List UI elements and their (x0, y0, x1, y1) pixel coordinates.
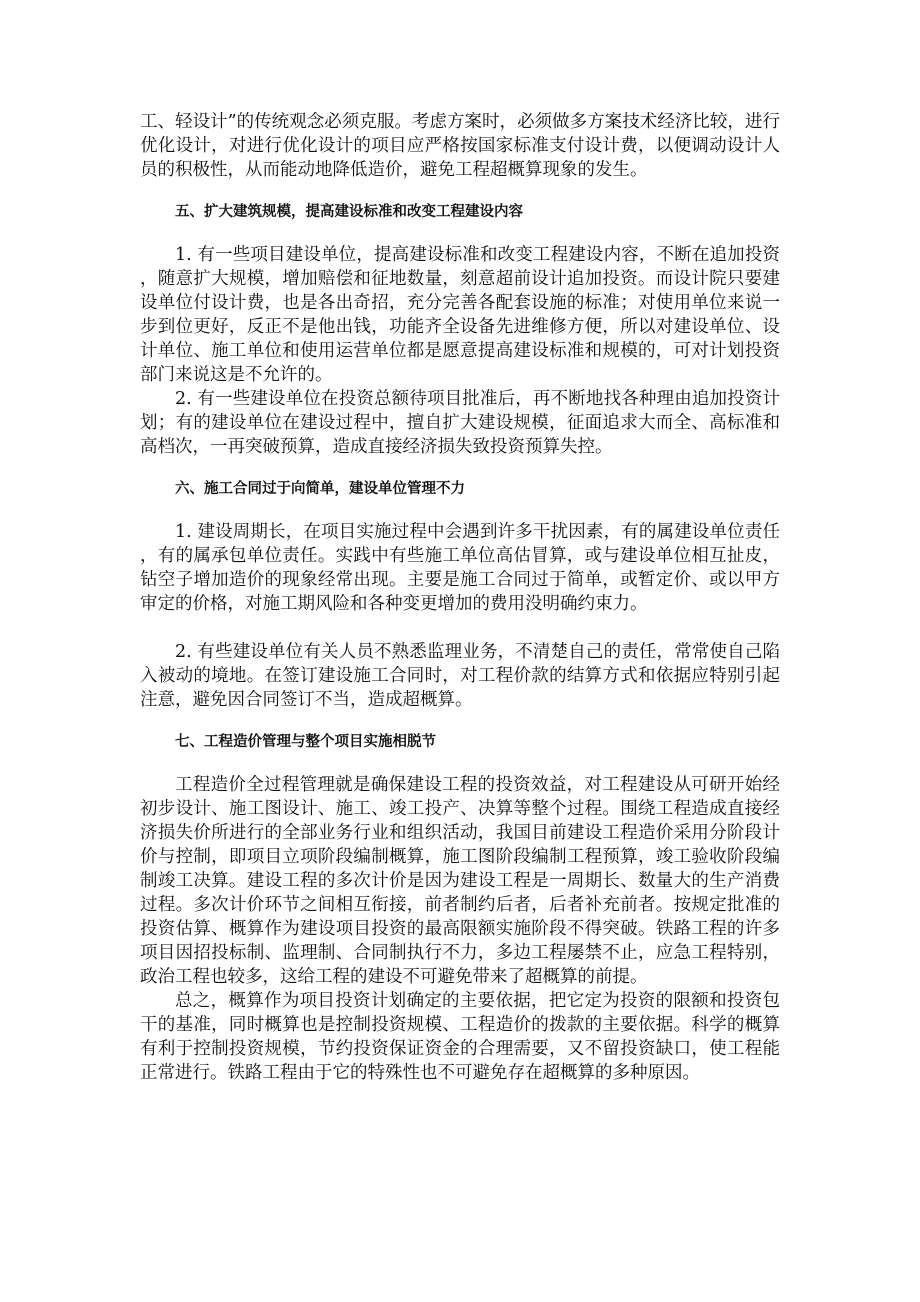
intro-paragraph: 工、轻设计”的传统观念必须克服。考虑方案时，必须做多方案技术经济比较，进行优化设计，对进行优化设计的项目应严格按国家标准支付设计费，以便调动设计人员的积极性，从而能动地降低造价，避免工程超概算现象的发生。 (140, 112, 780, 180)
section-5-paragraph-2: 2. 有一些建设单位在投资总额待项目批准后，再不断地找各种理由追加投资计划；有的建设单位在建设过程中，擅自扩大建设规模，征面追求大而全、高标准和高档次，一再突破预算，造成直接经济损失致投资预算失控。 (140, 389, 780, 457)
section-6-paragraph-2: 2. 有些建设单位有关人员不熟悉监理业务，不清楚自己的责任，常常使自己陷入被动的境地。在签订建设施工合同时，对工程价款的结算方式和依据应特别引起注意，避免因合同签订不当，造成超概算。 (140, 642, 780, 710)
section-7-paragraph-1: 工程造价全过程管理就是确保建设工程的投资效益，对工程建设从可研开始经初步设计、施工图设计、施工、竣工投产、决算等整个过程。围绕工程造成直接经济损失价所进行的全部业务行业和组织活动，我国目前建设工程造价采用分阶段计价与控制，即项目立项阶段编制概算，施工图阶段编制工程预算，竣工验收阶段编制竣工决算。建设工程的多次计价是因为建设工程是一周期长、数量大的生产消费过程。多次计价环节之间相互衔接，前者制约后者，后者补充前者。按规定批准的投资估算、概算作为建设项目投资的最高限额实施阶段不得突破。铁路工程的许多项目因招投标制、监理制、合同制执行不力，多边工程屡禁不止，应急工程特别，政治工程也较多，这给工程的建设不可避免带来了超概算的前提。 (140, 775, 780, 987)
section-6-paragraph-1: 1. 建设周期长，在项目实施过程中会遇到许多干扰因素，有的属建设单位责任，有的属承包单位责任。实践中有些施工单位高估冒算，或与建设单位相互扯皮，钻空子增加造价的现象经常出现。主要是施工合同过于简单，或暂定价、或以甲方审定的价格，对施工期风险和各种变更增加的费用没明确约束力。 (140, 522, 780, 614)
section-7-paragraph-2: 总之，概算作为项目投资计划确定的主要依据，把它定为投资的限额和投资包干的基准，同时概算也是控制投资规模、工程造价的拨款的主要依据。科学的概算有利于控制投资规模，节约投资保证资金的合理需要，又不留投资缺口，使工程能正常进行。铁路工程由于它的特殊性也不可避免存在超概算的多种原因。 (140, 991, 780, 1083)
section-5-heading: 五、扩大建筑规模，提高建设标准和改变工程建设内容 (175, 204, 523, 220)
section-7-heading: 七、工程造价管理与整个项目实施相脱节 (175, 734, 436, 750)
document-page (140, 110, 780, 1085)
section-6-heading: 六、施工合同过于向简单，建设单位管理不力 (175, 481, 465, 497)
section-5-paragraph-1: 1. 有一些项目建设单位，提高建设标准和改变工程建设内容，不断在追加投资，随意扩大规模，增加赔偿和征地数量，刻意超前设计追加投资。而设计院只要建设单位付设计费，也是各出奇招，充分完善各配套设施的标准；对使用单位来说一步到位更好，反正不是他出钱，功能齐全设备先进维修方便，所以对建设单位、设计单位、施工单位和使用运营单位都是愿意提高建设标准和规模的，可对计划投资部门来说这是不允许的。 (140, 245, 780, 385)
